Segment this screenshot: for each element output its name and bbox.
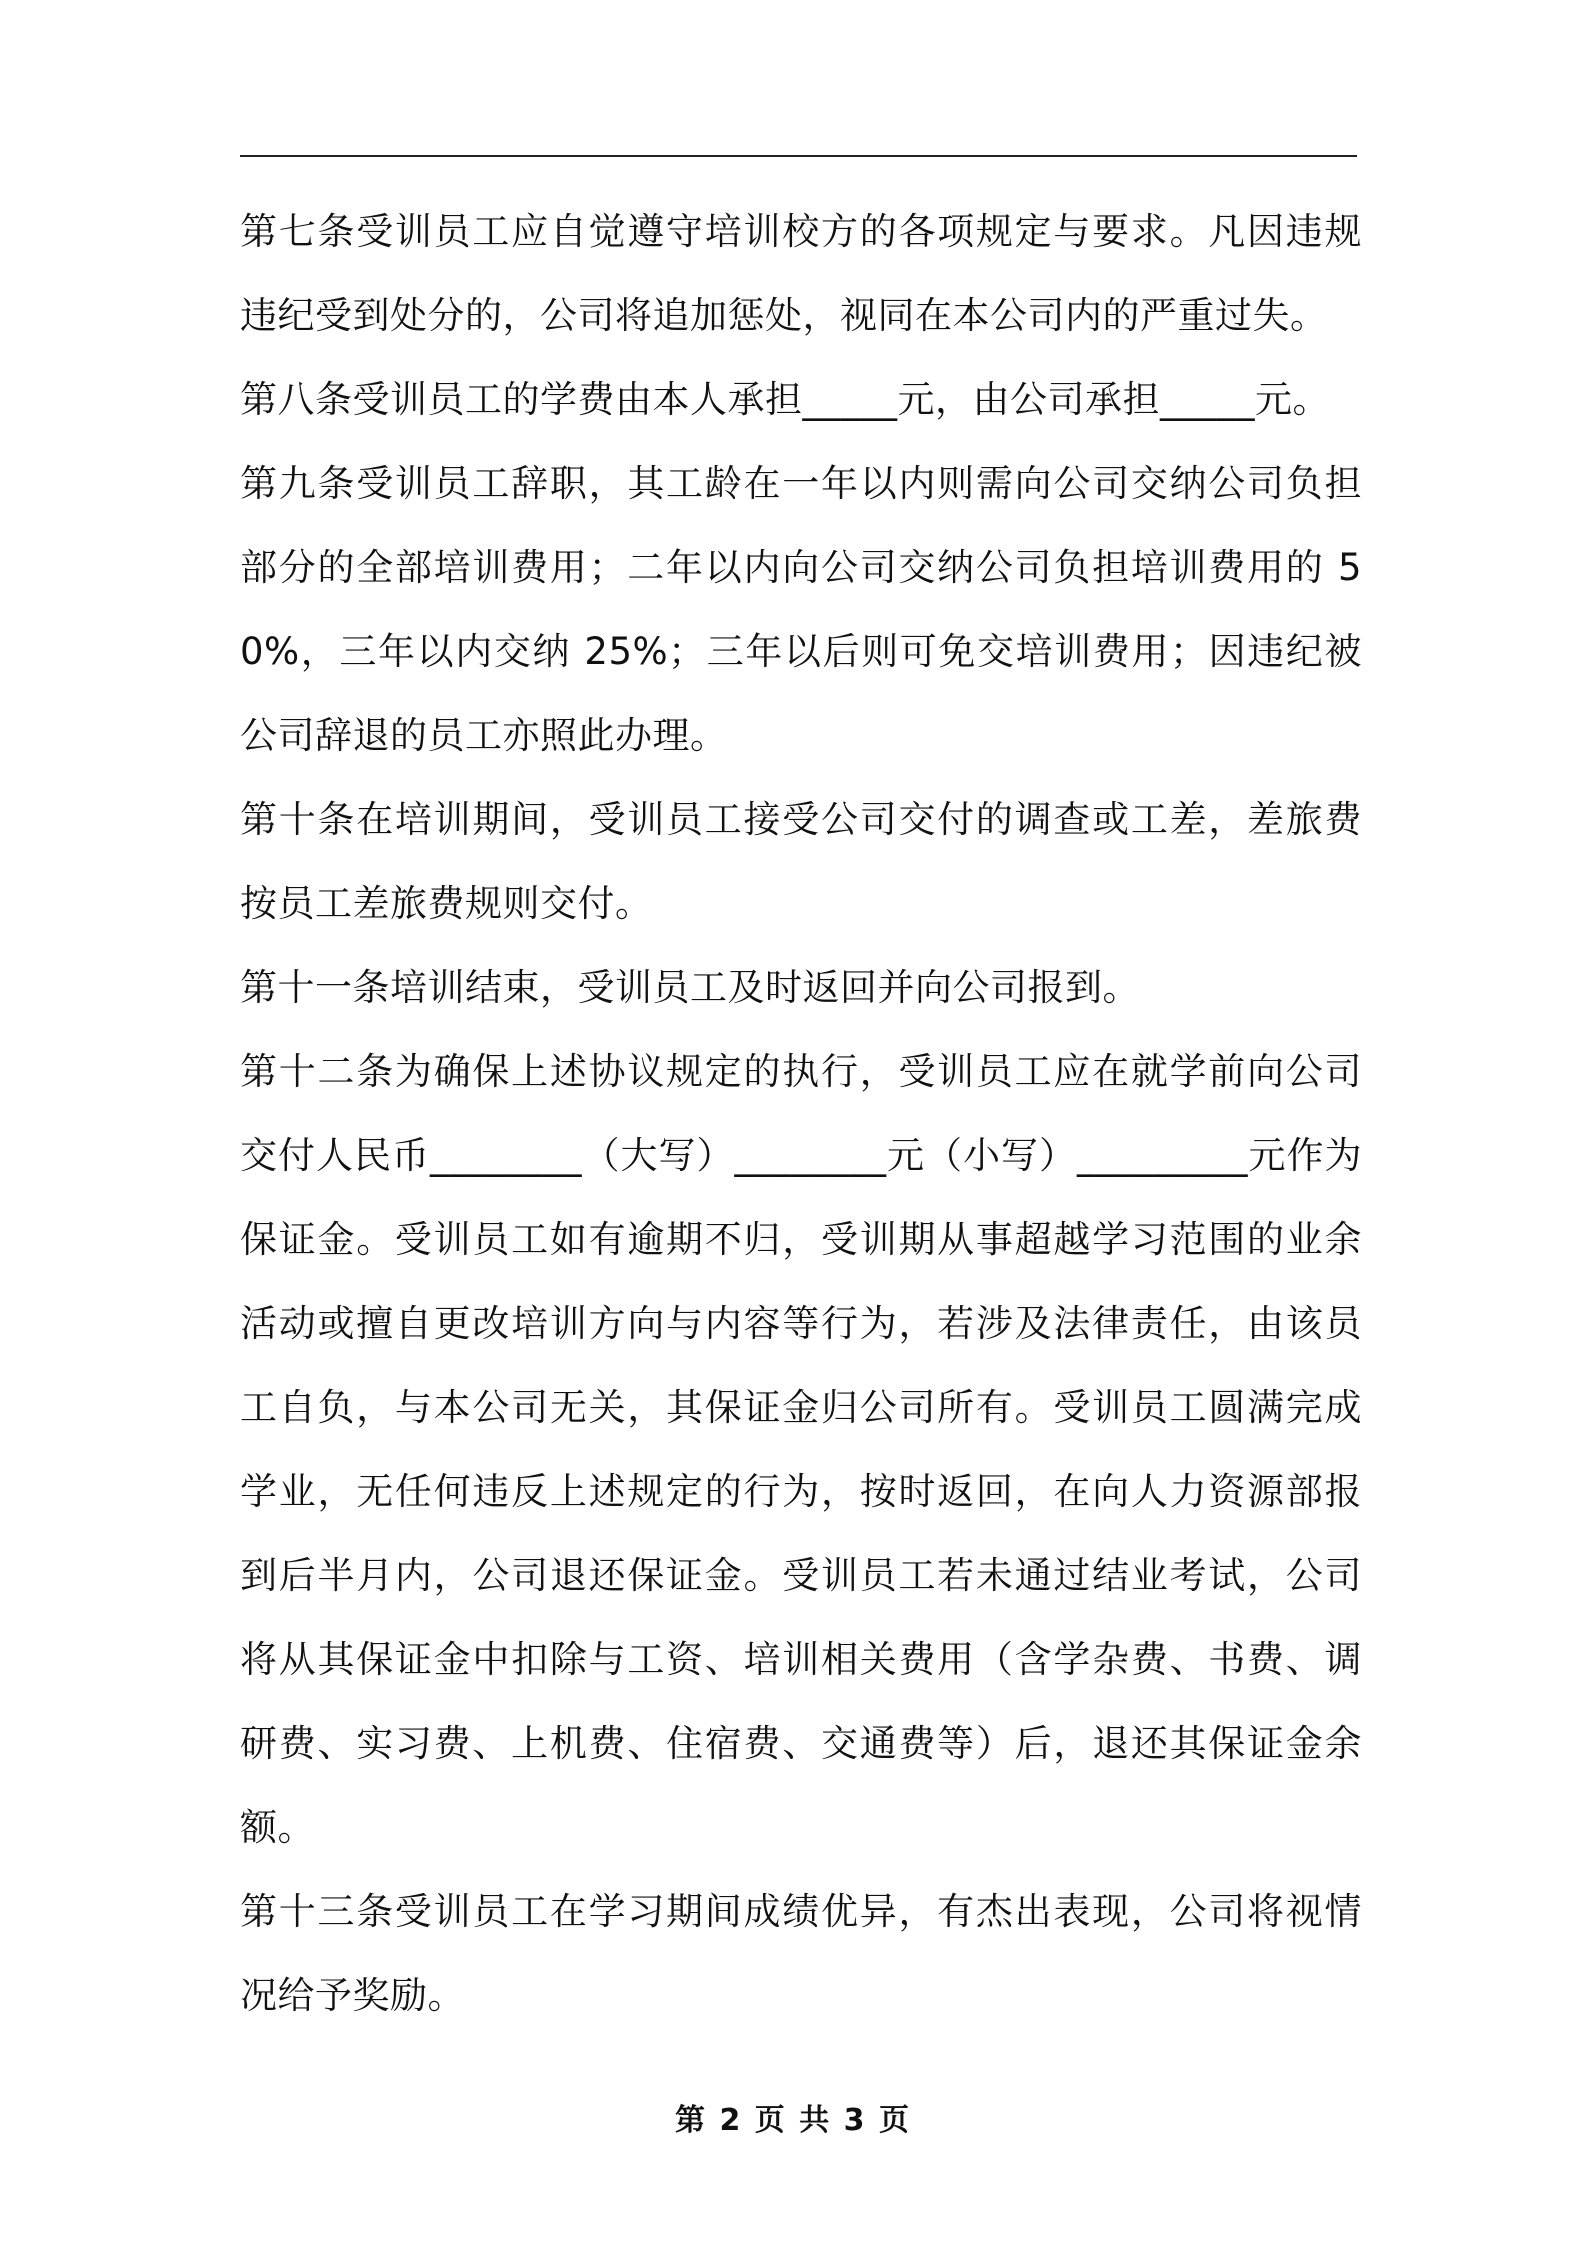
paragraph-article-10: 第十条在培训期间，受训员工接受公司交付的调查或工差，差旅费按员工差旅费规则交付。 — [240, 798, 1362, 925]
paragraph-article-12: 第十二条为确保上述协议规定的执行，受训员工应在就学前向公司交付人民币________（大写）________元（小写）_________元作为保证金。受训员工如有逾期不归，受训期从事超越学习范围的业余活动或擅自更改培训方向与内容等行为，若涉及法律责任，由该员工自负，与本公司无关，其保证金归公司所有。受训员工圆满完成学业，无任何违反上述规定的行为，按时返回，在向人力资源部报到后半月内，公司退还保证金。受训员工若未通过结业考试，公司将从其保证金中扣除与工资、培训相关费用（含学杂费、书费、调研费、实习费、上机费、住宿费、交通费等）后，退还其保证金余额。 — [240, 1050, 1362, 1849]
document-body — [240, 190, 1362, 2038]
paragraph-article-11: 第十一条培训结束，受训员工及时返回并向公司报到。 — [240, 966, 1140, 1009]
paragraph-article-7: 第七条受训员工应自觉遵守培训校方的各项规定与要求。凡因违规违纪受到处分的，公司将追加惩处，视同在本公司内的严重过失。 — [240, 210, 1362, 337]
paragraph-article-9: 第九条受训员工辞职，其工龄在一年以内则需向公司交纳公司负担部分的全部培训费用；二年以内向公司交纳公司负担培训费用的 50%，三年以内交纳 25%；三年以后则可免交培训费用；因违纪被公司辞退的员工亦照此办理。 — [240, 462, 1362, 757]
page-number: 第 2 页 共 3 页 — [675, 2103, 911, 2138]
header-rule — [240, 155, 1357, 157]
paragraph-article-13: 第十三条受训员工在学习期间成绩优异，有杰出表现，公司将视情况给予奖励。 — [240, 1890, 1362, 2017]
paragraph-article-8: 第八条受训员工的学费由本人承担_____元，由公司承担_____元。 — [240, 378, 1330, 421]
